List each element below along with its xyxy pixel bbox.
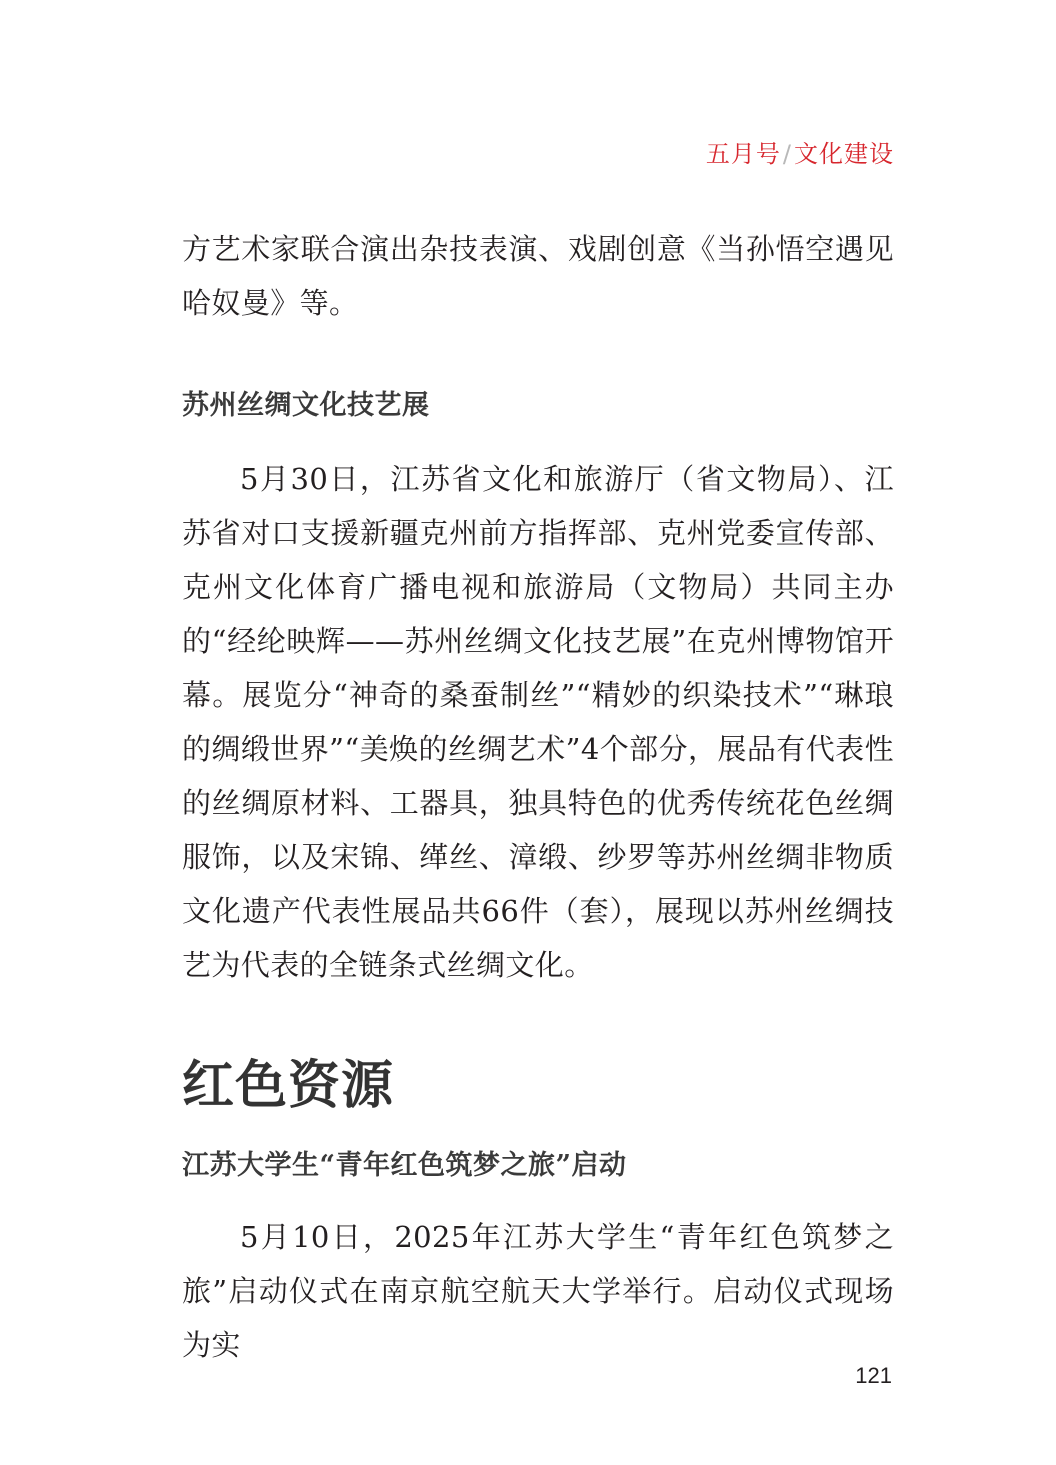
section-title-red-resources: 红色资源 (182, 1056, 395, 1116)
subheading-red-dream-journey: 江苏大学生“青年红色筑梦之旅”启动 (182, 1150, 627, 1181)
red-dream-journey-paragraph: 5月10日，2025年江苏大学生“青年红色筑梦之旅”启动仪式在南京航空航天大学举行。启动仪式现场为实 (182, 1220, 894, 1362)
silk-exhibition-paragraph: 5月30日，江苏省文化和旅游厅（省文物局）、江苏省对口支援新疆克州前方指挥部、克州党委宣传部、克州文化体育广播电视和旅游局（文物局）共同主办的“经纶映辉——苏州丝绸文化技艺展”在克州博物馆开幕。展览分“神奇的桑蚕制丝”“精妙的织染技术”“琳琅的绸缎世界”“美焕的丝绸艺术”4个部分，展品有代表性的丝绸原材料、工器具，独具特色的优秀传统花色丝绸服饰，以及宋锦、缂丝、漳缎、纱罗等苏州丝绸非物质文化遗产代表性展品共66件（套），展现以苏州丝绸技艺为代表的全链条式丝绸文化。 (182, 462, 894, 982)
subheading-silk-exhibition: 苏州丝绸文化技艺展 (182, 390, 430, 421)
column-label: 文化建设 (794, 140, 894, 168)
header-separator: / (782, 140, 792, 168)
page-number: 121 (855, 1363, 892, 1388)
continued-paragraph: 方艺术家联合演出杂技表演、戏剧创意《当孙悟空遇见哈奴曼》等。 (182, 232, 894, 320)
article-body (182, 222, 894, 1372)
running-head (706, 138, 894, 170)
issue-label: 五月号 (705, 140, 781, 168)
